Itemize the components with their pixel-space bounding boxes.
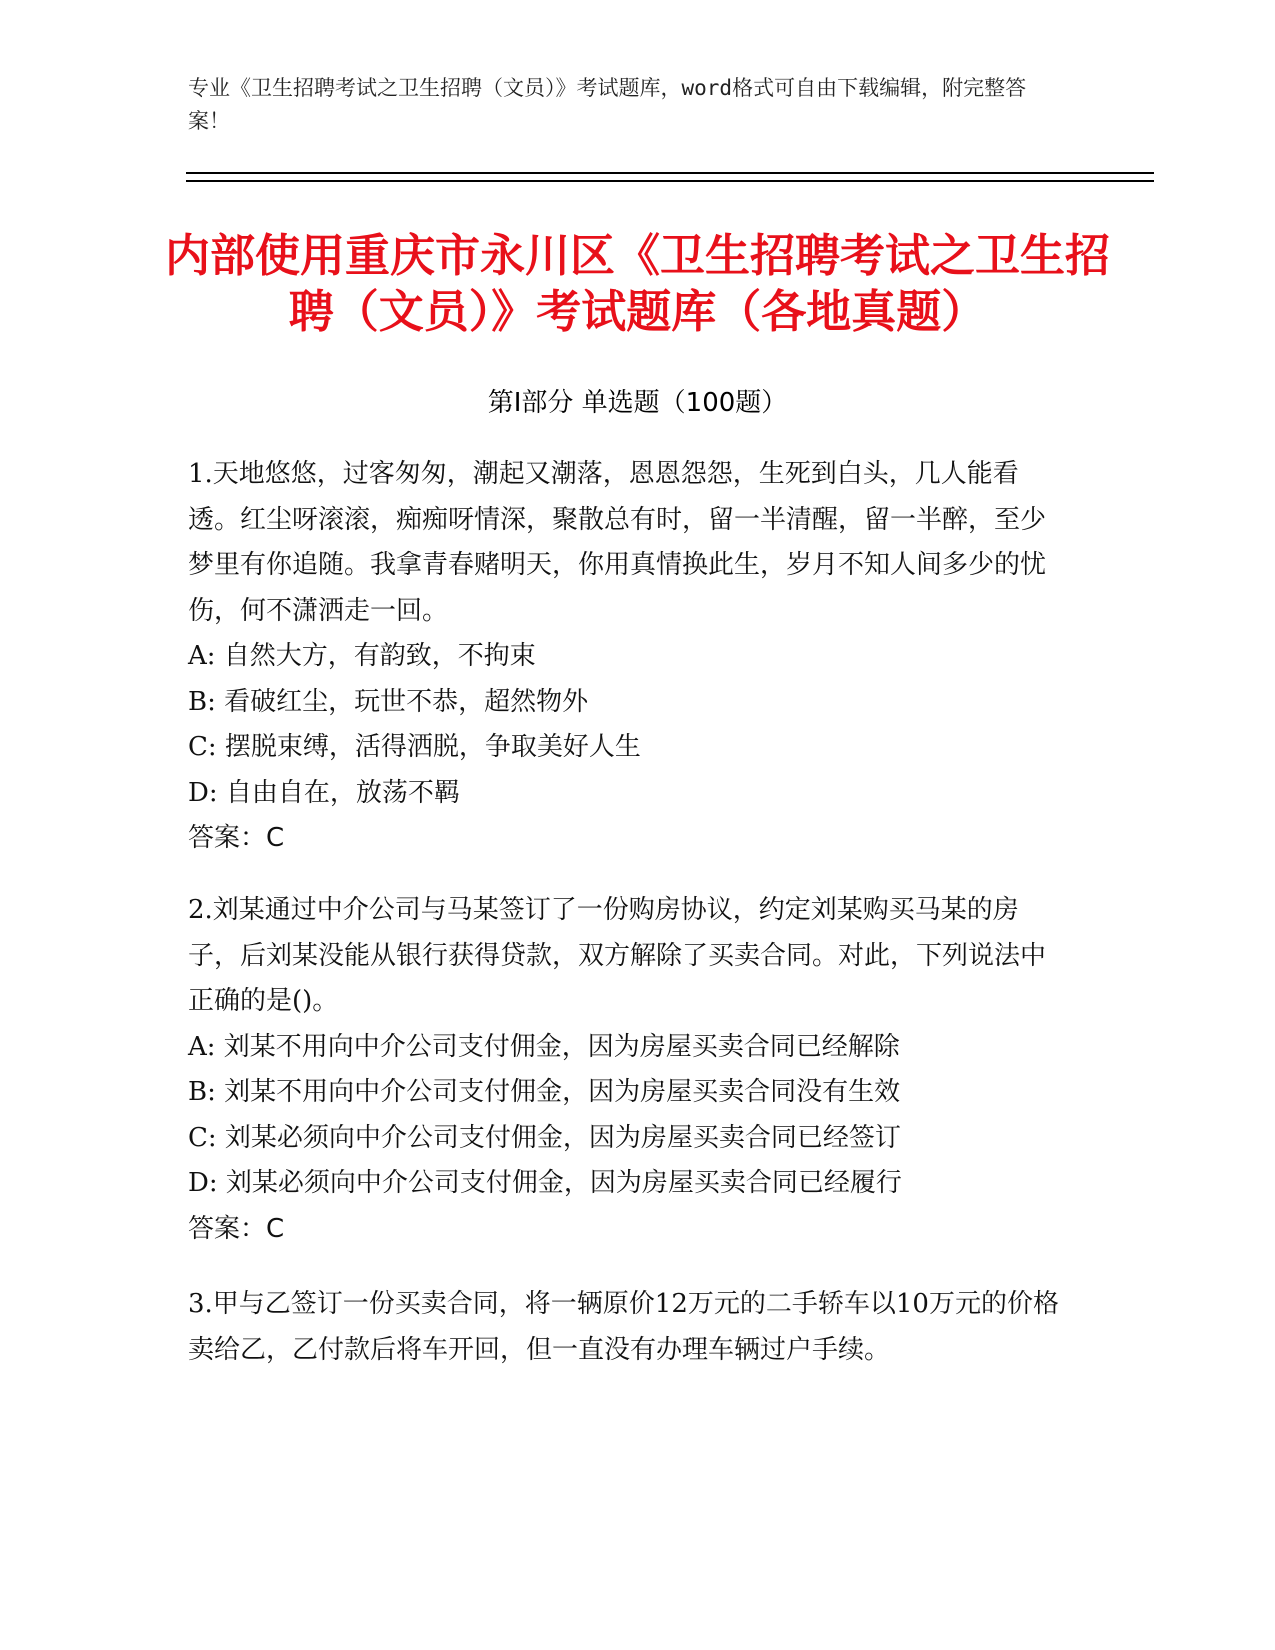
question-1 <box>188 452 1068 862</box>
question-2-stem: 2.刘某通过中介公司与马某签订了一份购房协议，约定刘某购买马某的房子，后刘某没能从银行获得贷款，双方解除了买卖合同。对此，下列说法中正确的是()。 <box>188 895 1047 1016</box>
question-1-option-a: A: 自然大方，有韵致，不拘束 <box>188 641 536 671</box>
question-3 <box>188 1282 1068 1373</box>
question-2-option-c: C: 刘某必须向中介公司支付佣金，因为房屋买卖合同已经签订 <box>188 1122 901 1153</box>
question-1-answer: 答案：C <box>188 823 285 853</box>
question-2-option-a: A: 刘某不用向中介公司支付佣金，因为房屋买卖合同已经解除 <box>188 1031 900 1062</box>
question-1-option-d: D: 自由自在，放荡不羁 <box>188 777 460 808</box>
question-1-option-b: B: 看破红尘，玩世不恭，超然物外 <box>188 686 589 717</box>
header-note: 专业《卫生招聘考试之卫生招聘（文员）》考试题库，word格式可自由下载编辑，附完整答案！ <box>188 76 1027 133</box>
question-3-stem: 3.甲与乙签订一份买卖合同，将一辆原价12万元的二手轿车以10万元的价格卖给乙，乙付款后将车开回，但一直没有办理车辆过户手续。 <box>188 1289 1059 1365</box>
question-1-option-c: C: 摆脱束缚，活得洒脱，争取美好人生 <box>188 732 641 762</box>
document-title: 内部使用重庆市永川区《卫生招聘考试之卫生招聘（文员）》考试题库（各地真题） <box>164 229 1110 338</box>
question-1-stem: 1.天地悠悠，过客匆匆，潮起又潮落，恩恩怨怨，生死到白头，几人能看透。红尘呀滚滚，痴痴呀情深，聚散总有时，留一半清醒，留一半醉，至少梦里有你追随。我拿青春赌明天，你用真情换此生，岁月不知人间多少的忧伤，何不潇洒走一回。 <box>188 459 1047 626</box>
header-divider-bottom <box>186 180 1154 182</box>
question-2-option-d: D: 刘某必须向中介公司支付佣金，因为房屋买卖合同已经履行 <box>188 1168 902 1198</box>
question-2 <box>188 888 1068 1252</box>
question-2-answer: 答案：C <box>188 1213 285 1244</box>
section-heading: 第Ⅰ部分 单选题（100题） <box>487 388 788 418</box>
header-divider-top <box>186 172 1154 174</box>
question-2-option-b: B: 刘某不用向中介公司支付佣金，因为房屋买卖合同没有生效 <box>188 1077 901 1107</box>
